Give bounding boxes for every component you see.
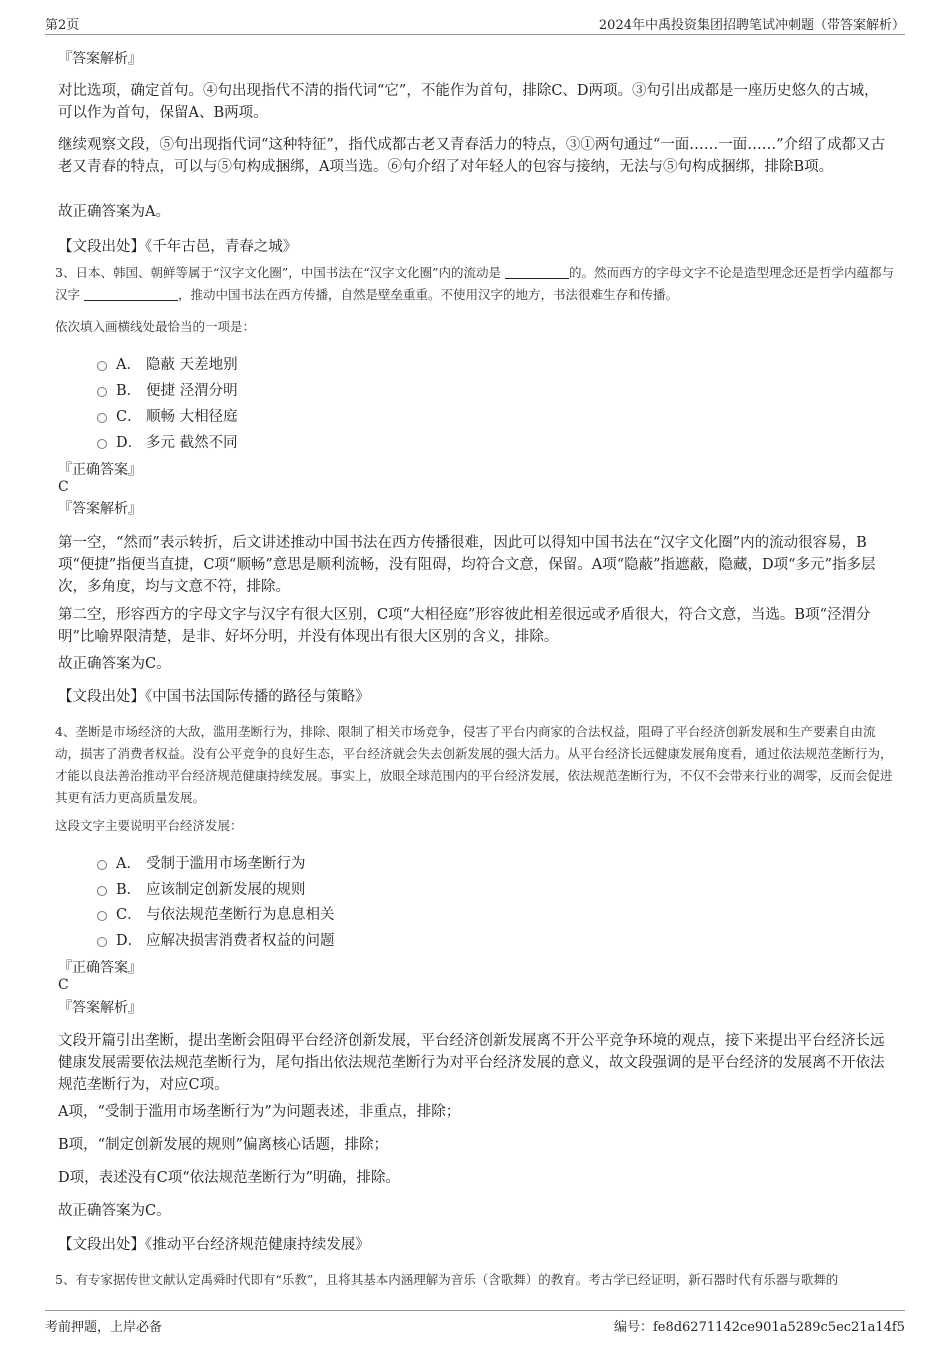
footer-slogan: 考前押题，上岸必备 — [45, 1320, 163, 1335]
paragraph: 故正确答案为A。 — [58, 204, 170, 220]
radio-icon[interactable] — [97, 860, 107, 870]
paragraph: 第二空，形容西方的字母文字与汉字有很大区别，C项“大相径庭”形容彼此相差很远或矛盾很大，符合文意，当选。B项“泾渭分明”比喻界限清楚，是非、好坏分明，并没有体现出有很大区别的含义，排除。 — [58, 607, 871, 645]
correct-answer: C — [58, 977, 69, 993]
document-title: 2024年中禹投资集团招聘笔试冲刺题（带答案解析） — [598, 18, 905, 33]
source-title: 《中国书法国际传播的路径与策略》 — [145, 689, 370, 705]
option-c[interactable]: C． 顺畅 大相径庭 — [97, 405, 238, 426]
paragraph: 故正确答案为C。 — [58, 1203, 171, 1219]
document-code: 编号：fe8d6271142ce901a5289c5ec21a14f5 — [613, 1320, 905, 1335]
option-b[interactable]: B． 便捷 泾渭分明 — [97, 379, 238, 400]
radio-icon[interactable] — [97, 413, 107, 423]
analysis-label: 『答案解析』 — [58, 1000, 142, 1016]
source-title: 《推动平台经济规范健康持续发展》 — [145, 1237, 370, 1253]
question-stem: 3、日本、韩国、朝鲜等属于“汉字文化圈”，中国书法在“汉字文化圈”内的流动是 的。然而西方的字母文字不论是造型理念还是哲学内蕴都与汉字 ，推动中国书法在西方传播，自然是壁垒重重。不使用汉字的地方，书法很难生存和传播。 — [55, 265, 895, 302]
page-footer — [45, 1310, 905, 1335]
paragraph: 故正确答案为C。 — [58, 656, 171, 672]
question-stem: 5、有专家据传世文献认定禹舜时代即有“乐教”，且将其基本内涵理解为音乐（含歌舞）的教育。考古学已经证明，新石器时代有乐器与歌舞的 — [55, 1272, 839, 1287]
option-a[interactable]: A． 受制于滥用市场垄断行为 — [97, 852, 306, 873]
radio-icon[interactable] — [97, 439, 107, 449]
fill-blank — [505, 264, 569, 279]
source-line: 【文段出处】《千年古邑，青春之城》 — [58, 239, 298, 255]
paragraph: B项，“制定创新发展的规则”偏离核心话题，排除； — [58, 1137, 388, 1153]
option-a[interactable]: A． 隐蔽 天差地别 — [97, 353, 238, 374]
paragraph: 对比选项，确定首句。④句出现指代不清的指代词“它”，不能作为首句，排除C、D两项。③句引出成都是一座历史悠久的古城，可以作为首句，保留A、B两项。 — [58, 83, 879, 121]
source-line: 【文段出处】《中国书法国际传播的路径与策略》 — [58, 689, 370, 705]
paragraph: D项，表述没有C项“依法规范垄断行为”明确，排除。 — [58, 1170, 401, 1186]
paragraph: 第一空，“然而”表示转折，后文讲述推动中国书法在西方传播很难，因此可以得知中国书法在“汉字文化圈”内的流动很容易，B项“便捷”指便当直捷，C项“顺畅”意思是顺利流畅，没有阻碍，均符合文意，保留。A项“隐蔽”指遮蔽，隐藏，D项“多元”指多层次，多角度，均与文意不符，排除。 — [58, 535, 876, 595]
source-line: 【文段出处】《推动平台经济规范健康持续发展》 — [58, 1237, 370, 1253]
correct-answer-label: 『正确答案』 — [58, 462, 142, 478]
page-header — [45, 12, 905, 35]
radio-icon[interactable] — [97, 911, 107, 921]
option-c[interactable]: C． 与依法规范垄断行为息息相关 — [97, 903, 335, 924]
question-stem: 4、垄断是市场经济的大敌，滥用垄断行为，排除、限制了相关市场竞争，侵害了平台内商家的合法权益，阻碍了平台经济创新发展和生产要素自由流动，损害了消费者权益。没有公平竞争的良好生态，平台经济就会失去创新发展的强大活力。从平台经济长远健康发展角度看，通过依法规范垄断行为，才能以良法善治推动平台经济规范健康持续发展。事实上，放眼全球范围内的平台经济发展，依法规范垄断行为，不仅不会带来行业的凋零，反而会促进其更有活力更高质量发展。 — [55, 724, 893, 805]
analysis-label: 『答案解析』 — [58, 501, 142, 517]
paragraph: 继续观察文段，⑤句出现指代词“这种特征”，指代成都古老又青春活力的特点，③①两句通过“一面……一面……”介绍了成都又古老又青春的特点，可以与⑤句构成捆绑，A项当选。⑥句介绍了对年轻人的包容与接纳，无法与⑤句构成捆绑，排除B项。 — [58, 137, 886, 175]
option-b[interactable]: B． 应该制定创新发展的规则 — [97, 878, 306, 899]
paragraph: A项，“受制于滥用市场垄断行为”为问题表述，非重点，排除； — [58, 1104, 461, 1120]
correct-answer-label: 『正确答案』 — [58, 960, 142, 976]
radio-icon[interactable] — [97, 886, 107, 896]
source-title: 《千年古邑，青春之城》 — [145, 239, 298, 255]
radio-icon[interactable] — [97, 361, 107, 371]
option-d[interactable]: D． 多元 截然不同 — [97, 431, 238, 452]
question-prompt: 依次填入画横线处最恰当的一项是： — [55, 319, 256, 334]
option-d[interactable]: D． 应解决损害消费者权益的问题 — [97, 929, 335, 950]
paragraph: 文段开篇引出垄断，提出垄断会阻碍平台经济创新发展，平台经济创新发展离不开公平竞争环境的观点，接下来提出平台经济长远健康发展需要依法规范垄断行为，尾句指出依法规范垄断行为对平台经济发展的意义，故文段强调的是平台经济的发展离不开依法规范垄断行为，对应C项。 — [58, 1033, 885, 1093]
page-number: 第2页 — [45, 18, 80, 33]
correct-answer: C — [58, 479, 69, 495]
radio-icon[interactable] — [97, 937, 107, 947]
radio-icon[interactable] — [97, 387, 107, 397]
question-prompt: 这段文字主要说明平台经济发展： — [55, 818, 243, 833]
analysis-label: 『答案解析』 — [58, 51, 142, 67]
fill-blank — [84, 286, 178, 301]
